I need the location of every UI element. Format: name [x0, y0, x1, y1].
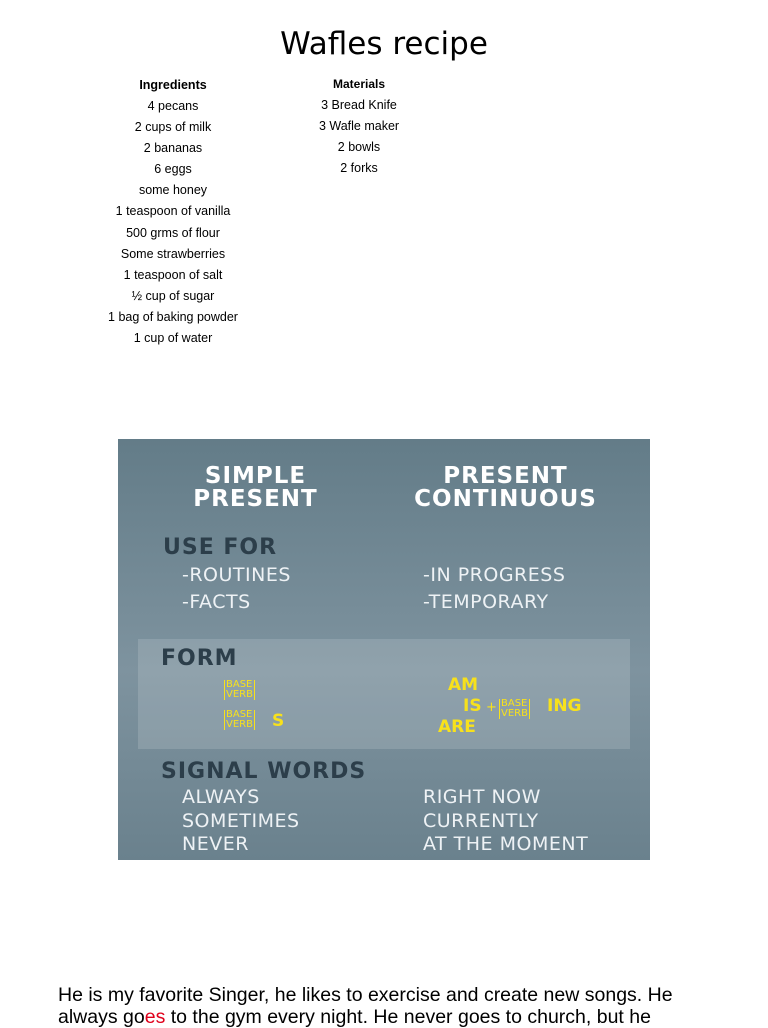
material-item: 2 forks — [340, 161, 378, 176]
simple-signals — [182, 786, 300, 857]
verb-text: VERB — [226, 689, 253, 700]
base-text: BASE — [501, 698, 528, 709]
text-segment: always go — [58, 1006, 145, 1028]
simple-uses — [182, 564, 291, 614]
signal-item: AT THE MOMENT — [423, 833, 589, 855]
heading-line: PRESENT — [193, 486, 318, 512]
s-suffix: S — [272, 711, 285, 731]
present-continuous-heading — [388, 465, 623, 511]
ingredient-item: 2 cups of milk — [134, 120, 212, 135]
page-title: Wafles recipe — [280, 26, 488, 62]
materials-list — [294, 74, 424, 179]
material-item: 3 Wafle maker — [318, 119, 400, 134]
ingredient-item: ½ cup of sugar — [131, 288, 215, 303]
verb-text: VERB — [226, 719, 253, 730]
signal-item: ALWAYS — [182, 786, 260, 808]
simple-present-heading — [158, 465, 353, 511]
signal-words-label: SIGNAL WORDS — [161, 759, 367, 784]
highlighted-text: es — [144, 1006, 166, 1028]
base-verb-bracket — [224, 680, 255, 700]
ingredients-heading: Ingredients — [139, 78, 207, 92]
signal-item: SOMETIMES — [182, 809, 300, 832]
use-for-label: USE FOR — [163, 535, 278, 560]
ingredients-list — [93, 75, 253, 349]
paragraph-line: He is my favorite Singer, he likes to exercise and create new songs. He — [58, 984, 673, 1006]
verb-text: VERB — [501, 708, 528, 719]
base-verb-bracket — [499, 699, 530, 719]
ingredient-item: 4 pecans — [147, 99, 199, 113]
signal-item: NEVER — [182, 833, 249, 855]
plus-sign: + — [486, 700, 497, 715]
continuous-uses — [423, 564, 565, 614]
ingredient-item: 6 eggs — [154, 162, 192, 177]
form-label: FORM — [161, 646, 238, 671]
use-item: -TEMPORARY — [423, 590, 549, 613]
use-item: -IN PROGRESS — [423, 564, 566, 586]
tense-infographic — [118, 439, 650, 860]
use-item: -ROUTINES — [182, 564, 291, 586]
is-form: IS — [463, 696, 482, 716]
use-item: -FACTS — [182, 590, 251, 613]
ingredient-item: 1 cup of water — [133, 331, 213, 346]
am-form: AM — [448, 675, 479, 695]
are-form: ARE — [438, 717, 476, 737]
ingredient-item: 2 bananas — [143, 141, 203, 156]
signal-item: CURRENTLY — [423, 809, 539, 832]
heading-line: CONTINUOUS — [414, 486, 597, 512]
paragraph — [58, 984, 718, 1028]
ing-suffix: ING — [547, 696, 582, 716]
ingredient-item: Some strawberries — [120, 246, 226, 261]
material-item: 3 Bread Knife — [321, 98, 397, 112]
materials-heading: Materials — [332, 77, 386, 91]
ingredient-item: 1 teaspoon of vanilla — [115, 204, 231, 219]
ingredient-item: some honey — [138, 183, 208, 198]
ingredient-item: 500 grms of flour — [126, 225, 220, 240]
ingredient-item: 1 bag of baking powder — [108, 309, 238, 324]
heading-line: SIMPLE — [204, 463, 307, 489]
paragraph-line — [58, 1006, 718, 1028]
base-text: BASE — [226, 709, 253, 720]
signal-item: RIGHT NOW — [423, 786, 541, 808]
heading-line: PRESENT — [443, 463, 568, 489]
ingredient-item: 1 teaspoon of salt — [123, 267, 223, 282]
base-text: BASE — [226, 679, 253, 690]
material-item: 2 bowls — [337, 140, 381, 155]
text-segment: to the gym every night. He never goes to church, but he — [165, 1006, 651, 1028]
base-verb-bracket — [224, 710, 255, 730]
continuous-signals — [423, 786, 588, 857]
